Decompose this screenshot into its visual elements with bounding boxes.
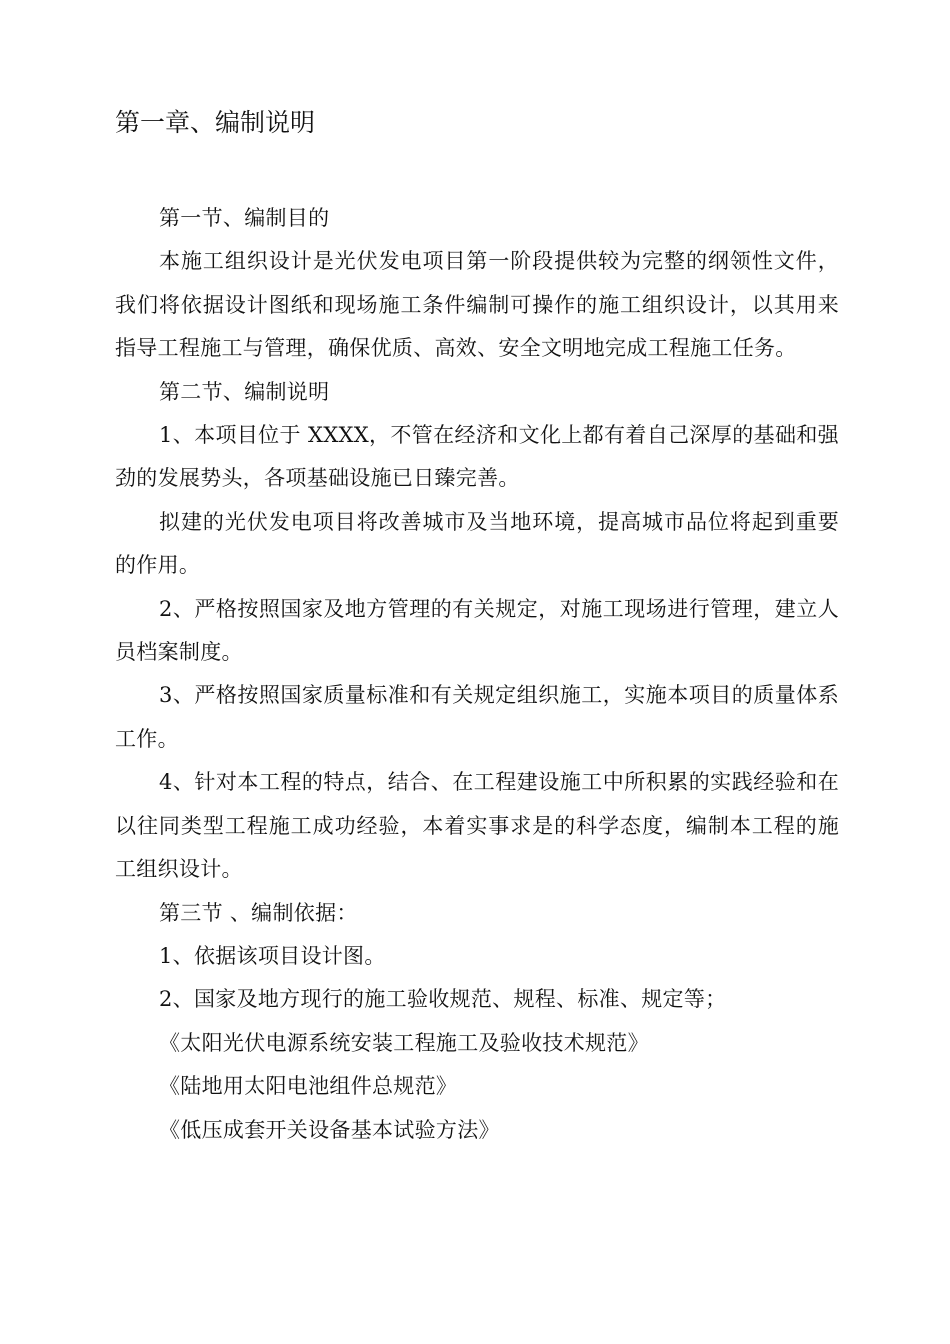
paragraph-item-3: 3、严格按照国家质量标准和有关规定组织施工，实施本项目的质量体系工作。 xyxy=(115,683,839,751)
basis-item-standards: 2、国家及地方现行的施工验收规范、规程、标准、规定等； xyxy=(159,987,727,1012)
basis-item-switchgear-test: 《低压成套开关设备基本试验方法》 xyxy=(159,1117,500,1142)
basis-item-pv-install-spec: 《太阳光伏电源系统安装工程施工及验收技术规范》 xyxy=(159,1030,649,1055)
document-body xyxy=(115,197,839,1152)
paragraph-item-1: 1、本项目位于 XXXX，不管在经济和文化上都有着自己深厚的基础和强劲的发展势头，各项基础设施已日臻完善。 xyxy=(115,423,839,491)
basis-item-solar-module-spec: 《陆地用太阳电池组件总规范》 xyxy=(159,1074,458,1099)
section-heading-description: 第二节、编制说明 xyxy=(159,379,330,404)
chapter-title: 第一章、编制说明 xyxy=(115,108,316,137)
paragraph-purpose: 本施工组织设计是光伏发电项目第一阶段提供较为完整的纲领性文件，我们将依据设计图纸和现场施工条件编制可操作的施工组织设计，以其用来指导工程施工与管理，确保优质、高效、安全文明地完成工程施工任务。 xyxy=(115,249,839,361)
section-heading-basis: 第三节 、编制依据： xyxy=(159,900,358,925)
paragraph-item-2: 2、严格按照国家及地方管理的有关规定，对施工现场进行管理，建立人员档案制度。 xyxy=(115,596,839,665)
paragraph-item-4: 4、针对本工程的特点，结合、在工程建设施工中所积累的实践经验和在以往同类型工程施工成功经验，本着实事求是的科学态度，编制本工程的施工组织设计。 xyxy=(115,770,839,882)
section-heading-purpose: 第一节、编制目的 xyxy=(159,206,330,230)
basis-item-design: 1、依据该项目设计图。 xyxy=(159,943,386,968)
paragraph-project-impact: 拟建的光伏发电项目将改善城市及当地环境，提高城市品位将起到重要的作用。 xyxy=(115,509,839,578)
